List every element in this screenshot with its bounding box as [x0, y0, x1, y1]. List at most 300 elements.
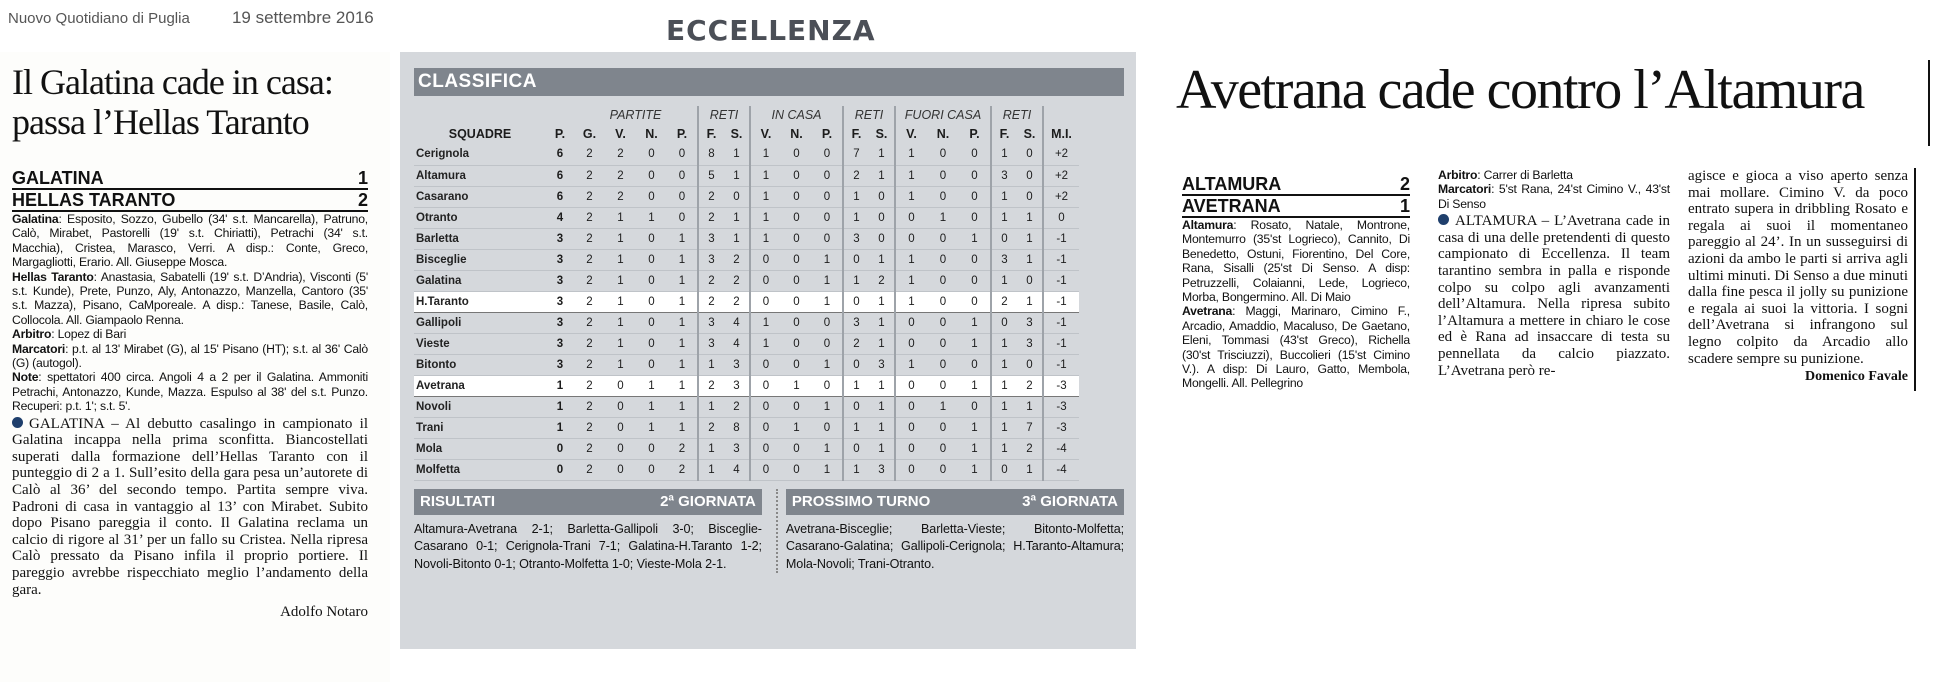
stat-cell: 1 [991, 186, 1017, 207]
stat-cell: -3 [1043, 417, 1079, 438]
stat-cell: 3 [991, 249, 1017, 270]
next-round-header [786, 489, 1124, 515]
stat-cell: 3 [991, 165, 1017, 186]
results-box [414, 489, 762, 574]
stat-cell: 0 [895, 312, 927, 333]
right-column-1 [1182, 168, 1410, 391]
stat-cell: 0 [812, 417, 843, 438]
stat-cell: 0 [895, 333, 927, 354]
left-author: Adolfo Notaro [280, 604, 368, 621]
right-headline: Avetrana cade contro l’Altamura [1170, 60, 1930, 146]
stat-cell: 1 [991, 396, 1017, 417]
right-home-score: 2 [1399, 174, 1410, 194]
stat-cell: 1 [843, 459, 869, 480]
stat-cell: 3 [843, 228, 869, 249]
stat-cell: 0 [636, 438, 667, 459]
stat-cell: 1 [698, 354, 724, 375]
stat-cell: 1 [812, 249, 843, 270]
stat-cell: 2 [574, 333, 605, 354]
stat-cell: 2 [574, 459, 605, 480]
column-header: F. [991, 123, 1017, 144]
stat-cell: 0 [927, 144, 959, 165]
stat-cell: 2 [574, 144, 605, 165]
stat-cell: 1 [667, 354, 698, 375]
stat-cell: 1 [869, 396, 895, 417]
stat-cell: 0 [636, 165, 667, 186]
column-header: S. [730, 126, 743, 141]
next-round-text: Avetrana-Bisceglie; Barletta-Vieste; Bitonto-Molfetta; Casarano-Galatina; Gallipoli-Cerignola; H.Taranto-Altamura; Mola-Novoli; Trani-Otranto. [785, 521, 1124, 571]
stat-cell: 1 [1017, 396, 1043, 417]
stat-cell: 1 [812, 396, 843, 417]
stat-cell: 3 [698, 249, 724, 270]
stat-cell: -1 [1043, 333, 1079, 354]
stat-cell: 2 [724, 249, 750, 270]
left-scorers: Marcatori: p.t. al 13' Mirabet (G), al 15' Pisano (HT); s.t. al 36' Calò (G) (autogol). [12, 341, 368, 371]
right-lineups [1182, 218, 1410, 391]
stat-cell: 1 [927, 396, 959, 417]
standings-panel [400, 52, 1136, 649]
team-points: 3 [546, 333, 574, 354]
next-round-title: PROSSIMO TURNO [791, 493, 931, 510]
left-body [12, 416, 368, 599]
stat-cell: 0 [750, 375, 781, 396]
column-header: M.I. [1043, 123, 1079, 144]
stat-cell: -1 [1043, 354, 1079, 375]
stat-cell: 4 [724, 333, 750, 354]
bullet-icon [1438, 214, 1449, 225]
stat-cell: 1 [667, 417, 698, 438]
column-header: SQUADRE [448, 126, 512, 141]
stat-cell: 2 [574, 165, 605, 186]
stat-cell: 2 [843, 333, 869, 354]
stat-cell: 0 [667, 144, 698, 165]
stat-cell: 0 [724, 186, 750, 207]
stat-cell: 0 [812, 207, 843, 228]
stat-cell: 0 [812, 333, 843, 354]
stat-cell: 0 [959, 270, 991, 291]
standings-row [414, 312, 1079, 333]
stat-cell: 1 [991, 207, 1017, 228]
stat-cell: -4 [1043, 459, 1079, 480]
stat-cell: 0 [959, 186, 991, 207]
stat-cell: 0 [781, 459, 812, 480]
team-points: 3 [546, 249, 574, 270]
stat-cell: 1 [843, 417, 869, 438]
stat-cell: 1 [667, 291, 698, 312]
stat-cell: 0 [750, 396, 781, 417]
column-header: S. [1023, 126, 1036, 141]
left-scoreboard [12, 168, 368, 212]
stat-cell: 1 [959, 333, 991, 354]
team-name: Gallipoli [414, 312, 546, 333]
right-away-score-row [1182, 196, 1410, 218]
stat-cell: 1 [959, 438, 991, 459]
column-header: N. [645, 126, 658, 141]
stat-cell: 2 [574, 375, 605, 396]
stat-cell: 1 [667, 312, 698, 333]
stat-cell: 1 [991, 333, 1017, 354]
stat-cell: 1 [1017, 207, 1043, 228]
stat-cell: 1 [636, 375, 667, 396]
stat-cell: 0 [781, 354, 812, 375]
stat-cell: 0 [959, 165, 991, 186]
stat-cell: 0 [667, 207, 698, 228]
stat-cell: 2 [574, 228, 605, 249]
stat-cell: 1 [724, 207, 750, 228]
standings-group-row [414, 106, 1079, 123]
stat-cell: 8 [698, 144, 724, 165]
column-header: G. [582, 126, 597, 141]
stat-cell: 0 [895, 228, 927, 249]
stat-cell: 2 [667, 459, 698, 480]
stat-cell: 1 [812, 459, 843, 480]
stat-cell: 0 [781, 165, 812, 186]
stat-cell: 2 [869, 270, 895, 291]
next-round-box [776, 489, 1124, 574]
bullet-icon [12, 417, 23, 428]
stat-cell: 1 [895, 270, 927, 291]
team-name: Altamura [414, 165, 546, 186]
stat-cell: 1 [605, 354, 636, 375]
stat-cell: 0 [636, 459, 667, 480]
right-scoreboard [1182, 174, 1410, 218]
team-points: 4 [546, 207, 574, 228]
stat-cell: -1 [1043, 312, 1079, 333]
newspaper-name: Nuovo Quotidiano di Puglia [8, 10, 190, 27]
stat-cell: 2 [991, 291, 1017, 312]
stat-cell: 0 [812, 186, 843, 207]
column-header: P. [969, 126, 980, 141]
stat-cell: 2 [698, 375, 724, 396]
left-referee: Arbitro: Lopez di Bari [12, 327, 127, 342]
stat-cell: 2 [1017, 438, 1043, 459]
right-scorers: Marcatori: 5'st Rana, 24'st Cimino V., 43'st Di Senso [1438, 182, 1670, 211]
stat-cell: -4 [1043, 438, 1079, 459]
right-home-score-row [1182, 174, 1410, 196]
stat-cell: 2 [605, 186, 636, 207]
stat-cell: 0 [959, 291, 991, 312]
team-points: 3 [546, 228, 574, 249]
left-headline [12, 62, 368, 142]
stat-cell: 1 [750, 333, 781, 354]
stat-cell: 1 [605, 207, 636, 228]
team-name: Bisceglie [414, 249, 546, 270]
masthead [8, 8, 374, 28]
team-name: H.Taranto [414, 291, 546, 312]
stat-cell: 0 [781, 291, 812, 312]
stat-cell: 1 [843, 375, 869, 396]
standings-table [414, 106, 1079, 481]
column-header: V. [750, 123, 781, 144]
team-name: Cerignola [414, 144, 546, 165]
stat-cell: 2 [698, 291, 724, 312]
stat-cell: 0 [781, 144, 812, 165]
stat-cell: 1 [895, 165, 927, 186]
team-name: Trani [414, 417, 546, 438]
stat-cell: 0 [869, 186, 895, 207]
results-title: RISULTATI [420, 493, 495, 510]
stat-cell: 0 [927, 459, 959, 480]
right-referee: Arbitro: Carrer di Barletta [1438, 168, 1573, 182]
team-points: 6 [546, 186, 574, 207]
stat-cell: 0 [750, 270, 781, 291]
team-name: Molfetta [414, 459, 546, 480]
stat-cell: 1 [605, 228, 636, 249]
stat-cell: 0 [781, 333, 812, 354]
stat-cell: -1 [1043, 228, 1079, 249]
stat-cell: 0 [895, 438, 927, 459]
stat-cell: 2 [698, 186, 724, 207]
stat-cell: 0 [812, 312, 843, 333]
stat-cell: 1 [991, 417, 1017, 438]
stat-cell: 0 [750, 438, 781, 459]
right-home-team: ALTAMURA [1182, 174, 1282, 194]
stat-cell: 3 [724, 375, 750, 396]
stat-cell: 0 [605, 396, 636, 417]
stat-cell: 2 [574, 291, 605, 312]
standings-title: CLASSIFICA [414, 68, 1124, 96]
stat-cell: 1 [812, 291, 843, 312]
standings-row [414, 270, 1079, 291]
stat-cell: 0 [959, 354, 991, 375]
stat-cell: 1 [869, 249, 895, 270]
standings-row [414, 249, 1079, 270]
team-points: 0 [546, 438, 574, 459]
right-body-1 [1438, 213, 1670, 379]
stat-cell: 8 [724, 417, 750, 438]
stat-cell: 1 [724, 165, 750, 186]
column-header: N. [790, 126, 803, 141]
stat-cell: 1 [959, 417, 991, 438]
stat-cell: 0 [927, 375, 959, 396]
stat-cell: 2 [698, 270, 724, 291]
stat-cell: 1 [724, 144, 750, 165]
stat-cell: 1 [667, 375, 698, 396]
team-points: 3 [546, 312, 574, 333]
stat-cell: 0 [991, 228, 1017, 249]
stat-cell: 1 [781, 417, 812, 438]
stat-cell: 0 [895, 207, 927, 228]
left-headline-line-2: passa l’Hellas Taranto [12, 102, 309, 142]
stat-cell: 0 [927, 438, 959, 459]
stat-cell: 7 [1017, 417, 1043, 438]
right-body-1-text: ALTAMURA – L’Avetrana cade in casa di una delle pretendenti di questo campionato di Eccellenza. Il team tarantino sembra in palla e risponde colpo su colpo agli avanzamenti dell’Altamura. Nella ripresa subito l’Altamura a mettere in chiaro le cose ed è Rana ad insaccare di testa su pennellata da calcio piazzato. L’Avetrana però re- [1438, 213, 1670, 379]
stat-cell: 0 [927, 333, 959, 354]
column-header: N. [936, 126, 950, 141]
stat-cell: 1 [667, 270, 698, 291]
stat-cell: 0 [959, 249, 991, 270]
standings-row [414, 459, 1079, 480]
stat-cell: 1 [959, 375, 991, 396]
team-name: Mola [414, 438, 546, 459]
stat-cell: 0 [781, 249, 812, 270]
stat-cell: 1 [698, 438, 724, 459]
stat-cell: 0 [636, 270, 667, 291]
stat-cell: 0 [895, 417, 927, 438]
column-header: P. [821, 126, 833, 141]
stat-cell: 0 [927, 228, 959, 249]
stat-cell: -3 [1043, 375, 1079, 396]
stat-cell: 1 [895, 291, 927, 312]
team-points: 6 [546, 165, 574, 186]
stat-cell: 1 [667, 228, 698, 249]
stat-cell: 1 [667, 333, 698, 354]
stat-cell: 1 [843, 186, 869, 207]
left-headline-line-1: Il Galatina cade in casa: [12, 62, 333, 102]
stat-cell: 0 [1017, 270, 1043, 291]
left-body-text: GALATINA – Al debutto casalingo in campionato il Galatina incappa nella prima sconfitta. Biancostellati superati dalla formazione dell’Hellas Taranto con il punteggio di 2 a 1. Sull’esito della gara pesa un’autorete di Calò al 36’ del secondo tempo. Partita sempre viva. Padroni di casa in vantaggio al 13’ con Mirabet. Subito dopo Pisano pareggia il conto. Il Galatina reclama un calcio di rigore al 31’ per un fallo su Cristea. Nella ripresa Calò pressato da Pisano infila il proprio portiere. Il pareggio avrebbe rispecchiato meglio l’andamento della gara. [12, 415, 368, 598]
stat-cell: 0 [959, 396, 991, 417]
left-away-score-row [12, 190, 368, 212]
team-name: Barletta [414, 228, 546, 249]
left-away-team: HELLAS TARANTO [12, 190, 176, 210]
group-header: PARTITE [609, 107, 662, 122]
team-points: 1 [546, 417, 574, 438]
left-lineup-home: Galatina: Esposito, Sozzo, Gubello (34' s.t. Mancarella), Patruno, Calò, Mirabet, Pastorelli (19' s.t. Chiriatti), Petrachi (34' s.t. Macchia), Cristea, Marasco, Verri. A disp.: Conte, Greco, Margagliotti, Erario. All. Giuseppe Mosca. [12, 212, 368, 270]
stat-cell: 0 [781, 228, 812, 249]
team-points: 1 [546, 375, 574, 396]
stat-cell: 2 [574, 312, 605, 333]
stat-cell: 1 [991, 144, 1017, 165]
team-name: Casarano [414, 186, 546, 207]
column-header: F. [698, 123, 724, 144]
left-notes: Note: spettatori 400 circa. Angoli 4 a 2 per il Galatina. Ammoniti Petrachi, Antonazzo, Kunde, Mazza. Espulso al 38' del s.t. Punzo. Recuperi: p.t. 1'; s.t. 5'. [12, 370, 368, 414]
right-column-3 [1688, 168, 1916, 391]
stat-cell: 1 [869, 144, 895, 165]
stat-cell: 1 [843, 207, 869, 228]
stat-cell: 1 [991, 438, 1017, 459]
galatina-article [0, 52, 390, 682]
stat-cell: +2 [1043, 165, 1079, 186]
stat-cell: 1 [991, 375, 1017, 396]
standings-row [414, 165, 1079, 186]
stat-cell: 2 [574, 249, 605, 270]
stat-cell: 0 [812, 228, 843, 249]
stat-cell: 2 [605, 165, 636, 186]
stat-cell: 3 [869, 459, 895, 480]
stat-cell: 0 [781, 396, 812, 417]
stat-cell: 0 [781, 207, 812, 228]
stat-cell: 1 [750, 228, 781, 249]
avetrana-article [1170, 60, 1930, 440]
stat-cell: 0 [843, 354, 869, 375]
standings-row [414, 144, 1079, 165]
column-header: V. [615, 126, 626, 141]
stat-cell: 1 [869, 375, 895, 396]
group-header: RETI [991, 106, 1043, 123]
right-column-2 [1438, 168, 1670, 391]
stat-cell: 2 [724, 270, 750, 291]
stat-cell: 0 [750, 291, 781, 312]
stat-cell: 1 [869, 165, 895, 186]
next-round-number: 3ª GIORNATA [1022, 493, 1118, 510]
section-title: ECCELLENZA [666, 14, 876, 47]
stat-cell: 0 [812, 165, 843, 186]
stat-cell: 1 [1017, 228, 1043, 249]
stat-cell: 2 [574, 417, 605, 438]
stat-cell: 1 [750, 312, 781, 333]
results-and-next-round [414, 489, 1124, 574]
stat-cell: -3 [1043, 396, 1079, 417]
stat-cell: 2 [667, 438, 698, 459]
stat-cell: 0 [927, 249, 959, 270]
stat-cell: -1 [1043, 270, 1079, 291]
stat-cell: 0 [843, 291, 869, 312]
stat-cell: 1 [959, 459, 991, 480]
stat-cell: 0 [605, 438, 636, 459]
stat-cell: 0 [636, 333, 667, 354]
stat-cell: 3 [1017, 312, 1043, 333]
standings-row [414, 333, 1079, 354]
left-home-score: 1 [357, 168, 368, 188]
stat-cell: 1 [895, 249, 927, 270]
stat-cell: 1 [1017, 291, 1043, 312]
stat-cell: 0 [991, 459, 1017, 480]
stat-cell: 0 [781, 186, 812, 207]
stat-cell: 0 [895, 459, 927, 480]
stat-cell: 0 [750, 249, 781, 270]
stat-cell: 0 [667, 165, 698, 186]
stat-cell: 0 [667, 186, 698, 207]
stat-cell: 0 [869, 228, 895, 249]
stat-cell: 0 [927, 417, 959, 438]
stat-cell: 0 [750, 417, 781, 438]
stat-cell: 1 [750, 144, 781, 165]
stat-cell: 1 [959, 228, 991, 249]
results-header [414, 489, 762, 515]
right-author: Domenico Favale [1804, 369, 1908, 385]
stat-cell: 0 [927, 291, 959, 312]
right-away-team: AVETRANA [1182, 196, 1281, 216]
stat-cell: 2 [724, 291, 750, 312]
stat-cell: -1 [1043, 249, 1079, 270]
stat-cell: 2 [574, 186, 605, 207]
team-name: Otranto [414, 207, 546, 228]
stat-cell: 1 [724, 228, 750, 249]
stat-cell: 1 [869, 417, 895, 438]
stat-cell: 0 [927, 312, 959, 333]
stat-cell: 0 [1017, 165, 1043, 186]
stat-cell: 1 [636, 417, 667, 438]
stat-cell: 1 [750, 165, 781, 186]
team-name: Avetrana [414, 375, 546, 396]
stat-cell: 0 [991, 312, 1017, 333]
left-home-score-row [12, 168, 368, 190]
stat-cell: 0 [812, 375, 843, 396]
stat-cell: 0 [959, 144, 991, 165]
right-body-2: agisce e gioca a viso aperto senza mai mollare. Cimino V. da poco entrato supera in dribbling Rosato e regala ai suoi il momentaneo pareggio al 24’. In un susseguirsi di azioni da ambo le parti si arriva agli ultimi minuti. Di Senso a due minuti dalla fine pesca il jolly su punizione e regala ai suoi la vittoria. I sogni dell’Avetrana si infrangono sul legno colpito da Arcadio allo scadere sempre su punizione. [1688, 168, 1908, 367]
stat-cell: 3 [843, 312, 869, 333]
stat-cell: 0 [895, 396, 927, 417]
stat-cell: 0 [636, 312, 667, 333]
stat-cell: 3 [698, 312, 724, 333]
stat-cell: +2 [1043, 186, 1079, 207]
team-points: 6 [546, 144, 574, 165]
team-points: 3 [546, 354, 574, 375]
stat-cell: 0 [1017, 186, 1043, 207]
stat-cell: 2 [843, 165, 869, 186]
team-name: Galatina [414, 270, 546, 291]
stat-cell: 1 [750, 186, 781, 207]
stat-cell: 0 [605, 417, 636, 438]
stat-cell: 1 [869, 291, 895, 312]
stat-cell: 0 [1017, 144, 1043, 165]
stat-cell: +2 [1043, 144, 1079, 165]
standings-row [414, 186, 1079, 207]
stat-cell: 1 [869, 312, 895, 333]
stat-cell: 1 [698, 396, 724, 417]
stat-cell: 7 [843, 144, 869, 165]
